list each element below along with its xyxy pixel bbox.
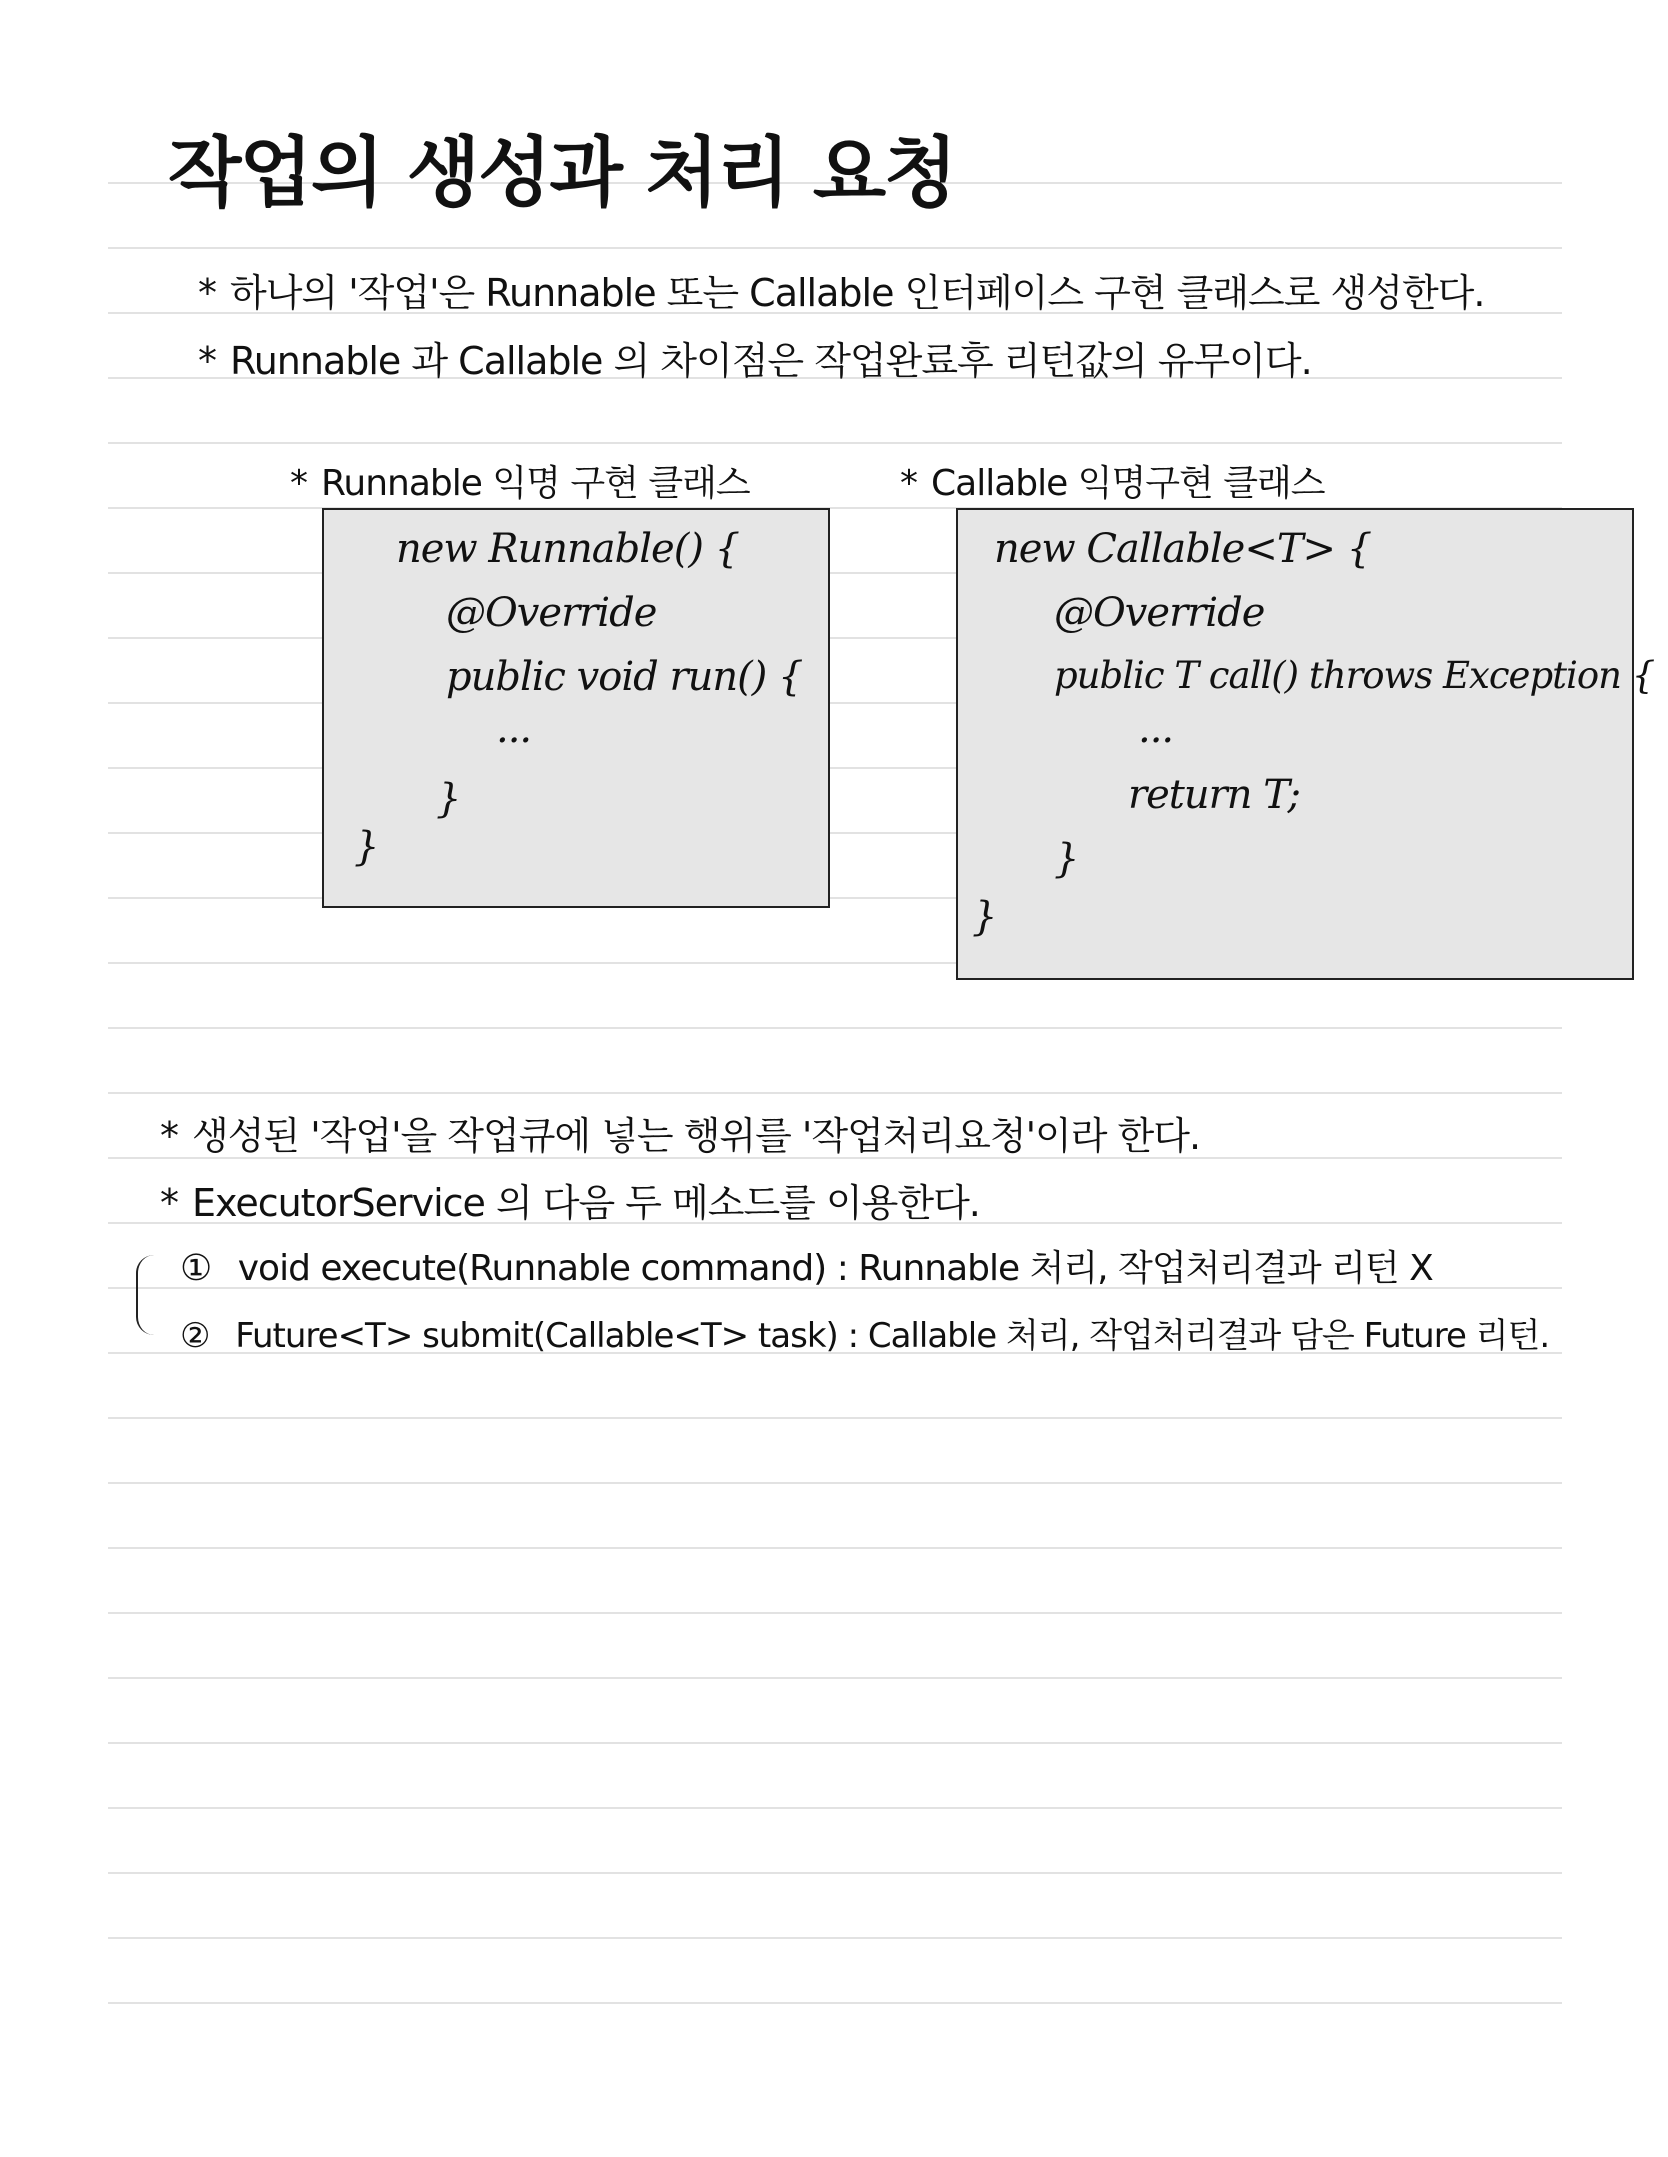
- code-line: new Callable<T> {: [994, 526, 1372, 572]
- asterisk-icon: *: [198, 339, 216, 383]
- intro-line-1: * 하나의 '작업'은 Runnable 또는 Callable 인터페이스 구현 클래스로 생성한다.: [198, 271, 1485, 315]
- page-title: 작업의 생성과 처리 요청: [168, 128, 956, 217]
- asterisk-icon: *: [160, 1181, 178, 1225]
- asterisk-icon: *: [900, 463, 917, 504]
- intro-line-2: * Runnable 과 Callable 의 차이점은 작업완료후 리턴값의 유무이다.: [198, 339, 1312, 383]
- code-line: ...: [1138, 706, 1174, 752]
- code-line: }: [1054, 836, 1079, 882]
- code-line: return T;: [1128, 772, 1300, 818]
- code-line: }: [436, 776, 461, 822]
- asterisk-icon: *: [160, 1114, 178, 1158]
- asterisk-icon: *: [198, 271, 216, 315]
- code-line: new Runnable() {: [396, 526, 740, 572]
- code-line: ...: [496, 706, 532, 752]
- code-line: public T call() throws Exception {: [1054, 654, 1655, 697]
- request-line-2: * ExecutorService 의 다음 두 메소드를 이용한다.: [160, 1181, 980, 1225]
- code-line: }: [354, 824, 379, 870]
- asterisk-icon: *: [290, 463, 307, 504]
- code-line: @Override: [1054, 590, 1265, 636]
- callable-box-label: * Callable 익명구현 클래스: [900, 463, 1325, 504]
- code-line: public void run() {: [446, 654, 803, 700]
- code-line: }: [972, 894, 997, 940]
- grouping-bracket: [136, 1255, 158, 1335]
- request-line-1: * 생성된 '작업'을 작업큐에 넣는 행위를 '작업처리요청'이라 한다.: [160, 1114, 1201, 1158]
- runnable-code-box: [322, 508, 830, 908]
- callable-code-box: [956, 508, 1655, 980]
- method-line-2: ② Future<T> submit(Callable<T> task) : Callable 처리, 작업처리결과 담은 Future 리턴.: [180, 1316, 1550, 1356]
- runnable-box-label: * Runnable 익명 구현 클래스: [290, 463, 750, 504]
- method-line-1: ① void execute(Runnable command) : Runnable 처리, 작업처리결과 리턴 X: [180, 1248, 1433, 1289]
- code-line: @Override: [446, 590, 657, 636]
